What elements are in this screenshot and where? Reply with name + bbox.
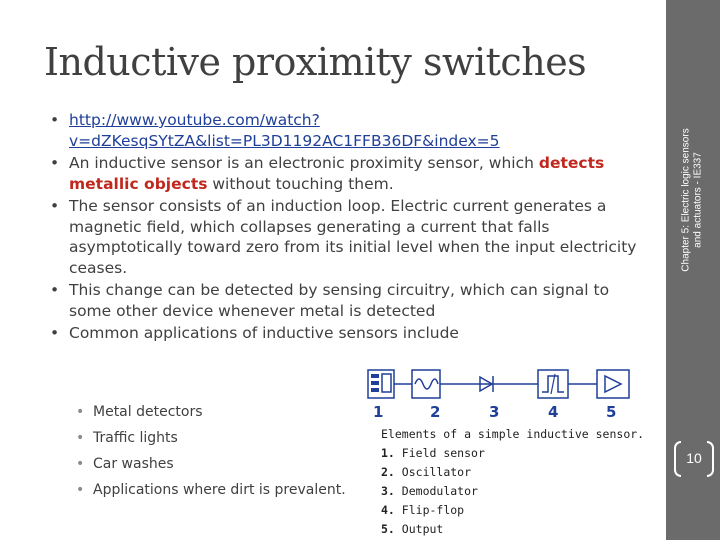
application-label: Applications where dirt is prevalent. — [93, 482, 346, 498]
sub-bullet-dot: • — [76, 456, 85, 472]
applications-intro: Common applications of inductive sensors include — [69, 324, 459, 342]
oscillator-wave-icon — [412, 370, 440, 398]
application-label: Metal detectors — [93, 404, 203, 420]
chapter-label-line2: and actuators - IE337 — [693, 152, 704, 248]
right-bracket-icon — [707, 441, 714, 477]
bullet-dot: • — [50, 111, 60, 129]
sub-bullet-dot: • — [76, 430, 85, 446]
caption-item — [381, 444, 644, 463]
caption-item — [381, 520, 644, 539]
bullet-dot: • — [50, 281, 60, 299]
caption-item-number: 5. — [381, 522, 395, 536]
caption-item-number: 1. — [381, 446, 395, 460]
application-label: Traffic lights — [93, 430, 178, 446]
detection-text: This change can be detected by sensing circuitry, which can signal to some other device whenever metal is detected — [69, 281, 610, 320]
caption-item — [381, 463, 644, 482]
definition-text-end: without touching them. — [207, 174, 394, 193]
youtube-link[interactable]: http://www.youtube.com/watch?v=dZKesqSYtZA&list=PL3D1192AC1FFB36DF&index=5 — [69, 111, 500, 150]
bullet-video-link — [50, 110, 640, 151]
bullet-definition — [50, 153, 640, 194]
application-label: Car washes — [93, 456, 174, 472]
application-item — [76, 425, 346, 451]
bullet-dot: • — [50, 324, 60, 342]
application-item — [76, 451, 346, 477]
application-item — [76, 477, 346, 503]
diagram-label-3: 3 — [489, 403, 500, 421]
caption-item-label: Output — [401, 522, 444, 536]
diagram-label-5: 5 — [606, 403, 617, 421]
application-item — [76, 399, 346, 425]
bullet-dot: • — [50, 197, 60, 215]
construction-text: The sensor consists of an induction loop. Electric current generates a magnetic field, which collapses generating a current that falls asymptotically toward zero from its initial level when the input electricity ceases. — [69, 197, 637, 277]
diagram-caption — [381, 425, 644, 539]
caption-item-label: Oscillator — [401, 465, 472, 479]
diagram-label-2: 2 — [430, 403, 441, 421]
definition-text-start: An inductive sensor is an electronic proximity sensor, which — [69, 154, 539, 172]
page-number: 10 — [686, 450, 702, 466]
caption-item — [381, 482, 644, 501]
caption-item-label: Field sensor — [401, 446, 485, 460]
caption-item-number: 2. — [381, 465, 395, 479]
caption-item-number: 4. — [381, 503, 395, 517]
caption-item-label: Flip-flop — [401, 503, 465, 517]
caption-item — [381, 501, 644, 520]
flip-flop-icon — [538, 370, 568, 398]
sub-bullet-dot: • — [76, 482, 85, 498]
output-amplifier-icon — [597, 370, 629, 398]
bullet-applications — [50, 323, 640, 344]
sub-bullet-dot: • — [76, 404, 85, 420]
caption-title: Elements of a simple inductive sensor. — [381, 427, 645, 441]
definition-highlight: detects metallic objects — [69, 154, 605, 193]
caption-item-label: Demodulator — [401, 484, 478, 498]
caption-item-number: 3. — [381, 484, 395, 498]
diagram-label-1: 1 — [373, 403, 384, 421]
diagram-label-4: 4 — [548, 403, 559, 421]
field-sensor-coil-icon — [368, 370, 394, 398]
bullet-construction — [50, 196, 640, 278]
page-number-badge — [674, 441, 714, 477]
bullet-detection — [50, 280, 640, 321]
bullet-list — [50, 110, 640, 346]
chapter-label — [664, 0, 720, 400]
bullet-dot: • — [50, 154, 60, 172]
applications-list — [76, 399, 346, 503]
chapter-label-line1: Chapter 5: Electric logic sensors — [681, 128, 692, 272]
slide-title: Inductive proximity switches — [44, 40, 587, 84]
